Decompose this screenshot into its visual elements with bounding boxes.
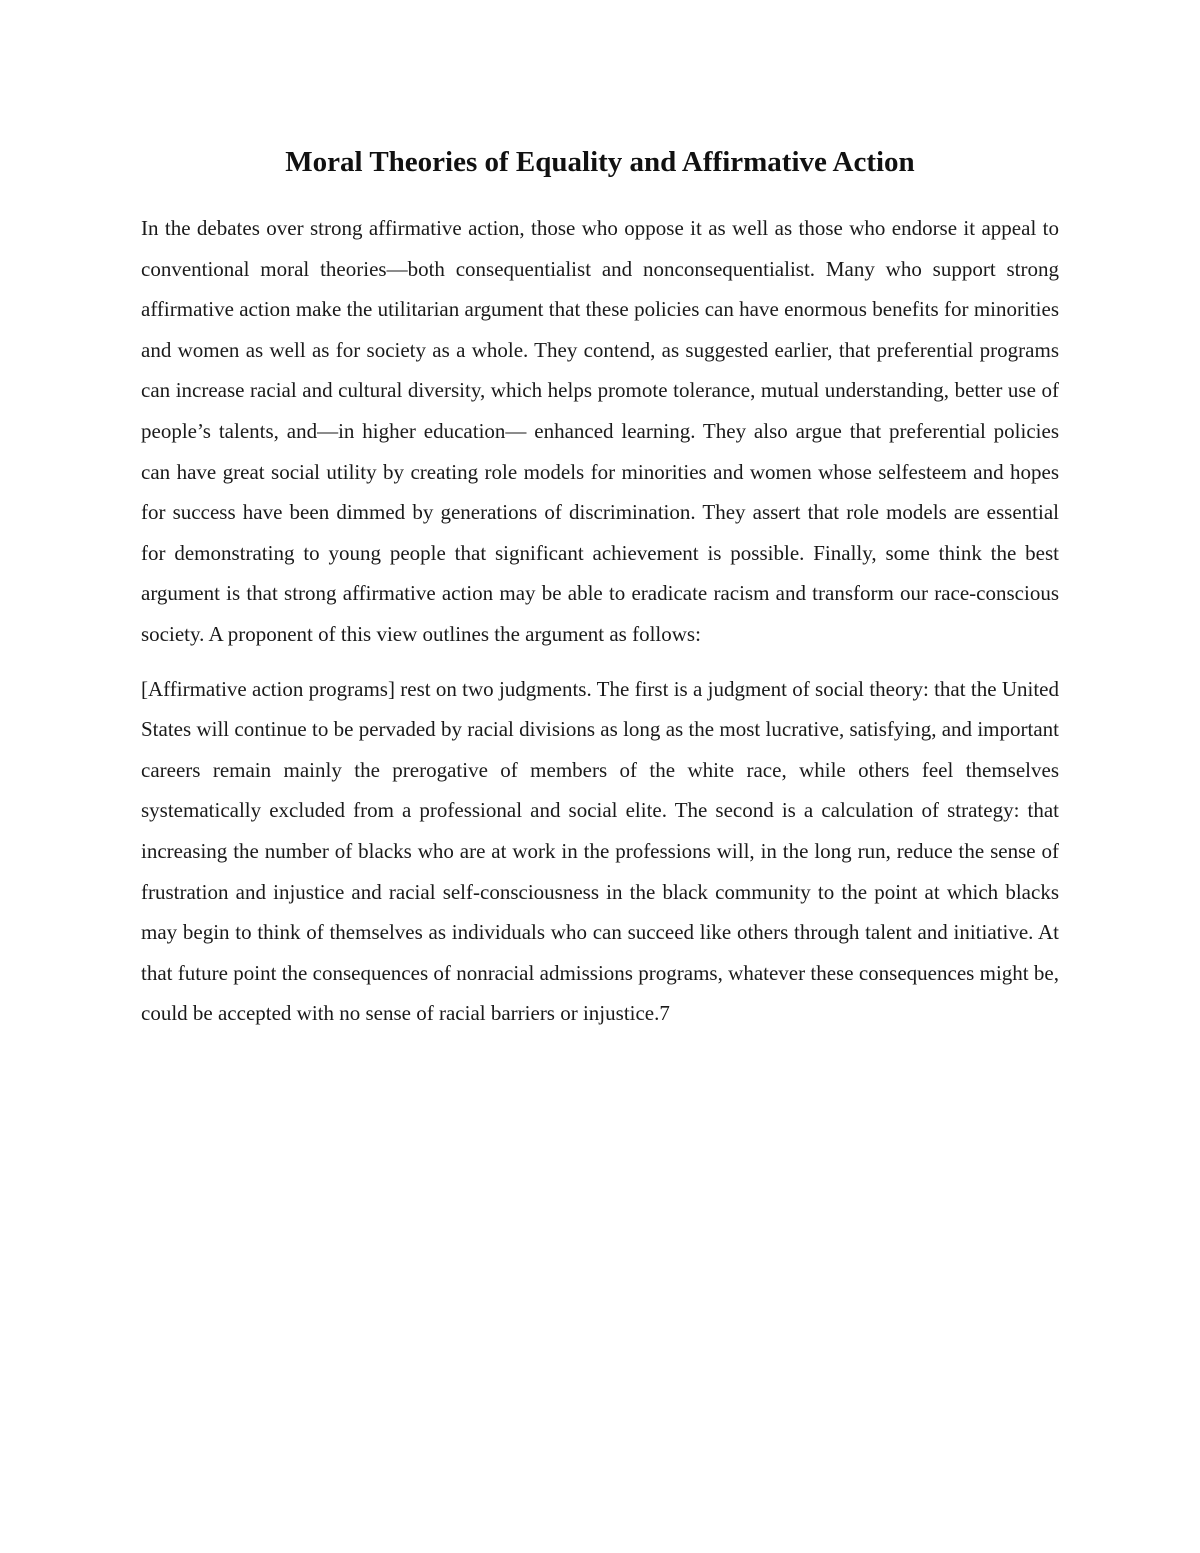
quoted-paragraph: [Affirmative action programs] rest on two judgments. The first is a judgment of social theory: that the United States will continue to be pervaded by racial divisions as long as the most lucrative, satisfying, and important careers remain mainly the prerogative of members of the white race, while others feel themselves systematically excluded from a professional and social elite. The second is a calculation of strategy: that increasing the number of blacks who are at work in the professions will, in the long run, reduce the sense of frustration and injustice and racial self-consciousness in the black community to the point at which blacks may begin to think of themselves as individuals who can succeed like others through talent and initiative. At that future point the consequences of nonracial admissions programs, whatever these consequences might be, could be accepted with no sense of racial barriers or injustice.7: [141, 676, 1059, 1026]
document-page: [141, 140, 1059, 1034]
document-title: Moral Theories of Equality and Affirmative Action: [285, 146, 915, 178]
body-paragraph-1: In the debates over strong affirmative action, those who oppose it as well as those who endorse it appeal to conventional moral theories—both consequentialist and nonconsequentialist. Many who support strong affirmative action make the utilitarian argument that these policies can have enormous benefits for minorities and women as well as for society as a whole. They contend, as suggested earlier, that preferential programs can increase racial and cultural diversity, which helps promote tolerance, mutual understanding, better use of people’s talents, and—in higher education— enhanced learning. They also argue that preferential policies can have great social utility by creating role models for minorities and women whose selfesteem and hopes for success have been dimmed by generations of discrimination. They assert that role models are essential for demonstrating to young people that significant achievement is possible. Finally, some think the best argument is that strong affirmative action may be able to eradicate racism and transform our race-conscious society. A proponent of this view outlines the argument as follows:: [141, 216, 1059, 646]
